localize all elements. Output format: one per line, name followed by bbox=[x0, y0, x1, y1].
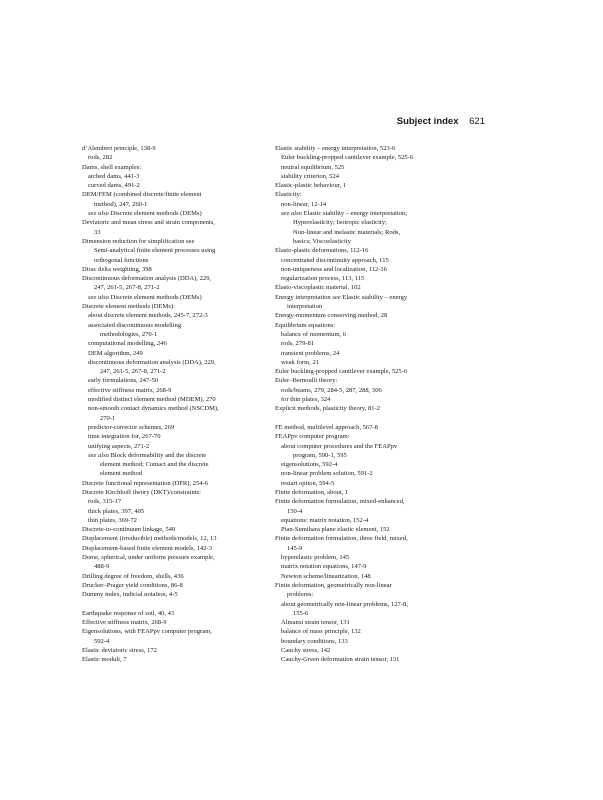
index-entry: Non-linear and inelastic materials; Rods, bbox=[293, 228, 401, 236]
index-entry: 155-6 bbox=[293, 609, 309, 617]
index-entry: Pian-Sumihara plane elastic element, 152 bbox=[281, 526, 390, 534]
index-entry: Elastic deviatoric stress, 172 bbox=[82, 647, 157, 655]
index-entry: boundary conditions, 133 bbox=[281, 637, 348, 645]
index-entry: modified distinct element method (MDEM), 270 bbox=[88, 396, 216, 404]
index-entry: Drilling degree of freedom, shells, 436 bbox=[82, 572, 184, 580]
index-entry: about geometrically non-linear problems, 127-8, bbox=[281, 600, 408, 608]
index-entry: 150-4 bbox=[287, 507, 303, 515]
index-entry: non-uniqueness and localization, 112-16 bbox=[281, 265, 387, 273]
index-entry: see also Discrete element methods (DEMs) bbox=[88, 210, 202, 218]
index-entry: 592-4 bbox=[94, 637, 110, 645]
index-entry: Euler buckling-propped cantilever example, 525-6 bbox=[275, 368, 408, 376]
index-entry: see also Block deformability and the discrete bbox=[88, 451, 207, 459]
index-entry: Finite deformation, geometrically non-linear bbox=[275, 581, 392, 589]
index-entry: element method bbox=[100, 470, 142, 478]
index-entry: matrix notation equations, 147-9 bbox=[281, 563, 367, 571]
section-gap bbox=[275, 414, 487, 423]
page-number: 621 bbox=[469, 116, 485, 127]
index-column-right bbox=[275, 144, 487, 665]
index-entry: non-linear problem solution, 591-2 bbox=[281, 470, 373, 478]
index-entry: element method; Contact and the discrete bbox=[100, 461, 209, 469]
index-entry: concentrated discontinuity approach, 115 bbox=[281, 256, 389, 264]
index-entry: weak form, 21 bbox=[281, 358, 319, 366]
index-entry: thin plates, 369-72 bbox=[88, 516, 137, 524]
index-entry: see also Elastic stability – energy interpretation; bbox=[281, 210, 408, 218]
index-entry: rods/beams, 279, 284-5, 287, 288, 306 bbox=[281, 386, 382, 394]
index-entry: 247, 261-5, 267-8, 271-2 bbox=[94, 284, 160, 292]
index-entry: Hyperelasticity; Isotropic elasticity; bbox=[293, 219, 387, 227]
index-entry: Earthquake response of soil, 40, 43 bbox=[82, 609, 175, 617]
index-entry: Elasticity: bbox=[275, 191, 302, 199]
index-entry: balance of mass principle, 132 bbox=[281, 628, 361, 636]
index-entry: basics; Viscoelasticity bbox=[293, 237, 351, 245]
index-entry: interpretation bbox=[287, 303, 323, 311]
section-gap bbox=[82, 600, 294, 609]
index-entry: restart option, 594-5 bbox=[281, 479, 335, 487]
index-entry: Dams, shell examples: bbox=[82, 163, 142, 171]
index-entry: curved dams, 491-2 bbox=[88, 182, 140, 190]
index-entry: thick plates, 397, 405 bbox=[88, 507, 145, 515]
index-entry: Deviatoric and mean stress and strain components, bbox=[82, 219, 215, 227]
index-entry: Energy interpretation see Elastic stability – energy bbox=[275, 293, 408, 301]
index-entry: Displacement (irreducible) methods/models, 12, 13 bbox=[82, 535, 217, 543]
index-entry: effective stiffness matrix, 268-9 bbox=[88, 386, 172, 394]
index-entry: see also Discrete element methods (DEMs) bbox=[88, 293, 202, 301]
index-entry: Discrete Kirchhoff theory (DKT)/constraints: bbox=[82, 488, 201, 496]
index-entry: hyperelastic problem, 145 bbox=[281, 554, 350, 562]
index-entry: rods, 315-17 bbox=[88, 498, 122, 506]
index-entry: discontinuous deformation analysis (DDA), 229, bbox=[88, 358, 216, 366]
index-entry: program, 590-1, 595 bbox=[293, 451, 347, 459]
index-entry: 145-9 bbox=[287, 544, 303, 552]
index-entry: FE method, multilevel approach, 567-8 bbox=[275, 423, 378, 431]
index-entry: Equilibrium equations: bbox=[275, 321, 336, 329]
index-entry: Finite deformation formulation, mixed-enhanced, bbox=[275, 498, 405, 506]
index-entry: Eigensolutions, with FEAPpv computer program, bbox=[82, 628, 212, 636]
index-entry: orthogonal functions bbox=[94, 256, 149, 264]
index-entry: equations: matrix notation, 152-4 bbox=[281, 516, 369, 524]
index-entry: problems: bbox=[287, 591, 314, 599]
index-entry: Discrete functional representation (DFR), 254-6 bbox=[82, 479, 208, 487]
index-entry: computational modelling, 246 bbox=[88, 340, 167, 348]
index-entry: Effective stiffness matrix, 268-9 bbox=[82, 619, 167, 627]
index-entry: eigensolutions, 592-4 bbox=[281, 461, 338, 469]
running-header bbox=[397, 116, 485, 127]
index-entry: DEM/FEM (combined discrete/finite element bbox=[82, 191, 202, 199]
index-entry: 247, 261-5, 267-8, 271-2 bbox=[100, 368, 166, 376]
index-entry: about computer procedures and the FEAPpv bbox=[281, 442, 398, 450]
index-entry: early formulations, 247-50 bbox=[88, 377, 158, 385]
index-entry: Dimension reduction for simplification see bbox=[82, 237, 195, 245]
header-title: Subject index bbox=[396, 116, 459, 127]
index-entry: Euler–Bernoulli theory: bbox=[275, 377, 338, 385]
index-entry: Almansi strain tensor, 131 bbox=[281, 619, 350, 627]
index-entry: rods, 279-81 bbox=[281, 340, 315, 348]
index-entry: 488-9 bbox=[94, 563, 110, 571]
index-entry: regularization process, 113, 115 bbox=[281, 275, 365, 283]
index-entry: DEM algorithm, 249 bbox=[88, 349, 143, 357]
index-entry: stability criterion, 524 bbox=[281, 172, 340, 180]
index-entry: rods, 282 bbox=[88, 154, 113, 162]
index-entry: Elastic moduli, 7 bbox=[82, 656, 127, 664]
index-entry: Displacement-based finite element models, 142-3 bbox=[82, 544, 212, 552]
index-entry: Dirac delta weighting, 398 bbox=[82, 265, 152, 273]
index-entry: Cauchy-Green deformation strain tensor, 131 bbox=[281, 656, 400, 664]
index-entry: Cauchy stress, 142 bbox=[281, 647, 331, 655]
index-entry: Discontinuous deformation analysis (DDA), 229, bbox=[82, 275, 212, 283]
index-entry: FEAPpv computer program: bbox=[275, 433, 350, 441]
index-entry: Newton scheme/linearization, 148 bbox=[281, 572, 371, 580]
index-entry: d’Alembert principle, 138-9 bbox=[82, 145, 156, 152]
index-entry: arched dams, 441-3 bbox=[88, 172, 140, 180]
index-entry: Discrete element methods (DEMs): bbox=[82, 303, 175, 311]
index-entry: Finite deformation, about, 1 bbox=[275, 488, 349, 496]
index-entry: neutral equilibrium, 525 bbox=[281, 163, 345, 171]
index-entry: Finite deformation formulation, three field, mixed, bbox=[275, 535, 408, 543]
index-entry: methodologies, 270-1 bbox=[100, 330, 158, 338]
index-entry: Dummy index, indicial notation, 4-5 bbox=[82, 591, 178, 599]
index-entry: 270-1 bbox=[100, 414, 116, 422]
index-entry: Discrete-to-continuum linkage, 549 bbox=[82, 526, 176, 534]
index-entry: Euler buckling-propped cantilever example, 525-6 bbox=[281, 154, 414, 162]
index-entry: 33 bbox=[94, 228, 101, 236]
index-entry: non-smooth contact dynamics method (NSCDM), bbox=[88, 405, 219, 413]
index-entry: Elasto-plastic deformations, 112-16 bbox=[275, 247, 369, 255]
index-entry: associated discontinuous modelling bbox=[88, 321, 182, 329]
index-entry: Dome, spherical, under uniform pressure example, bbox=[82, 554, 215, 562]
index-entry: time integration for, 267-70 bbox=[88, 433, 161, 441]
index-entry: method), 247, 260-1 bbox=[94, 200, 148, 208]
index-entry: for thin plates, 324 bbox=[281, 396, 331, 404]
index-entry: unifying aspects, 271-2 bbox=[88, 442, 150, 450]
index-entry: Elasto-viscoplastic material, 102 bbox=[275, 284, 361, 292]
index-entry: Elastic-plastic behaviour, 1 bbox=[275, 182, 347, 190]
index-entry: Explicit methods, plasticity theory, 81-2 bbox=[275, 405, 381, 413]
index-column-left bbox=[82, 144, 294, 665]
index-entry: balance of momentum, 6 bbox=[281, 330, 347, 338]
index-entry: about discrete element methods, 245-7, 272-3 bbox=[88, 312, 208, 320]
index-entry: transient problems, 24 bbox=[281, 349, 340, 357]
index-entry: predictor-corrector schemes, 269 bbox=[88, 423, 175, 431]
index-entry: Semi-analytical finite element processes using bbox=[94, 247, 216, 255]
index-entry: non-linear, 12-14 bbox=[281, 200, 327, 208]
index-entry: Elastic stability – energy interpretation, 523-6 bbox=[275, 145, 396, 152]
index-entry: Drucker–Prager yield conditions, 86-8 bbox=[82, 581, 183, 589]
index-entry: Energy-momentum conserving method, 28 bbox=[275, 312, 388, 320]
